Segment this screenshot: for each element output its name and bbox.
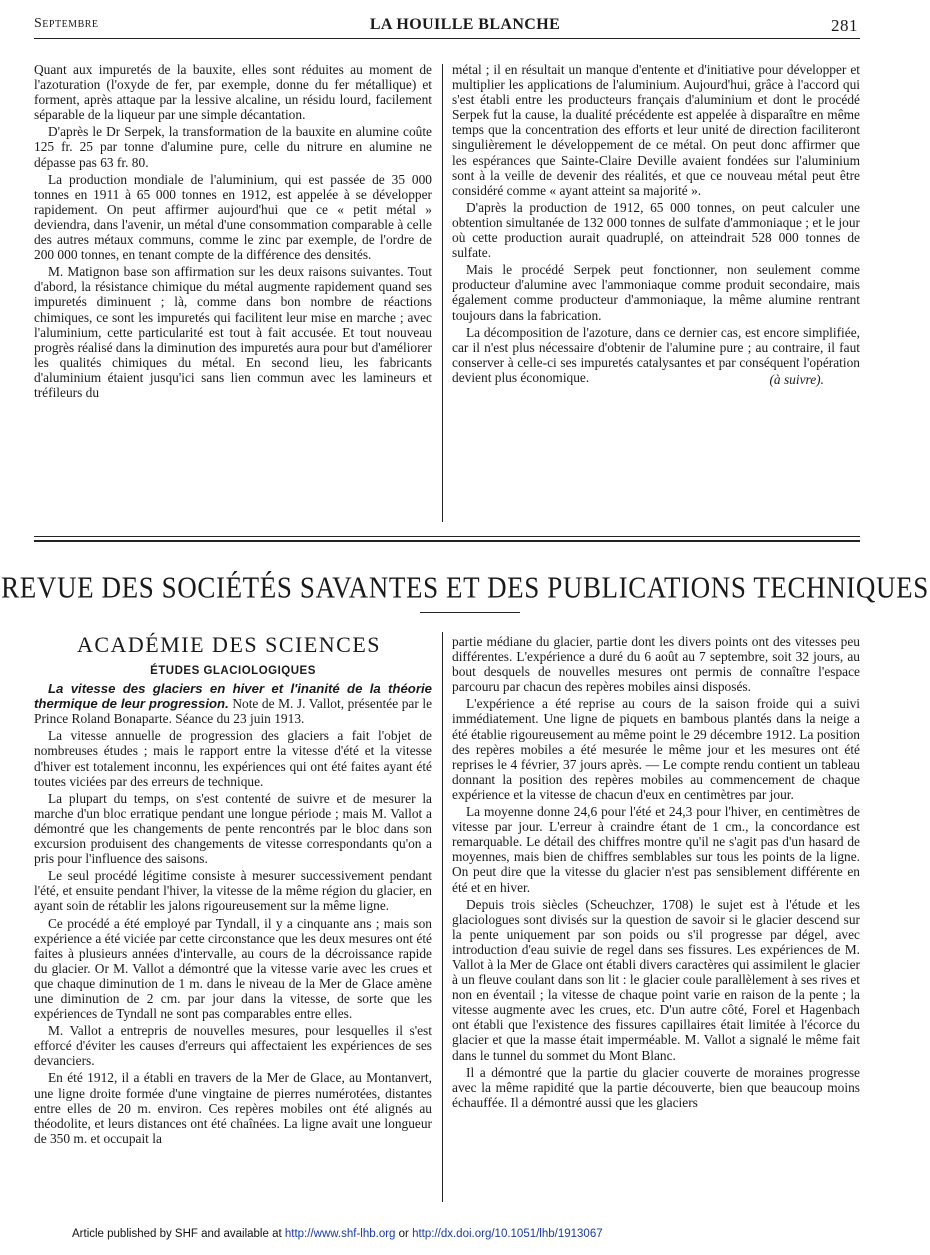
paragraph: D'après la production de 1912, 65 000 tonnes, on peut calculer une obtention simultanée de 132 000 tonnes de sulfate d'ammoniaque ; et le jour où cette production aurait quadruplé, on atteindrait 528 000 tonnes de sulfate.: [452, 199, 860, 261]
section-title: REVUE DES SOCIÉTÉS SAVANTES ET DES PUBLICATIONS TECHNIQUES: [1, 569, 929, 605]
top-right-column: [452, 62, 860, 389]
column-divider: [442, 632, 443, 1202]
paragraph: La vitesse annuelle de progression des glaciers a fait l'objet de nombreuses études ; mais le rapport entre la vitesse d'été et la vitesse d'hiver est totalement inconnu, les expériences qui ont été faites ayant été toutes viciées par des erreurs de technique.: [34, 728, 432, 789]
article-note: Note de M. J. Vallot, présentée par le Prince Roland Bonaparte. Séance du 23 juin 1913.: [34, 696, 433, 727]
doi-link[interactable]: http://dx.doi.org/10.1051/lhb/1913067: [412, 1228, 603, 1240]
paragraph: La moyenne donne 24,6 pour l'été et 24,3 pour l'hiver, en centimètres de vitesse par jour. L'erreur à craindre étant de 1 cm., la concordance est remarquable. Le détail des chiffres montre qu'il ne s'agit pas d'un hasard de moyennes, mais bien de chiffres semblables sur tous les points de la ligne. On peut dire que la vitesse du glacier n'est pas sensiblement différente en été et en hiver.: [452, 804, 860, 895]
paragraph: Il a démontré que la partie du glacier couverte de moraines progresse avec la même rapidité que la partie découverte, bien que beaucoup moins échauffée. Il a démontré aussi que les glaciers: [452, 1064, 860, 1110]
paragraph: Ce procédé a été employé par Tyndall, il y a cinquante ans ; mais son expérience a été viciée par cette circonstance que les deux mesures ont été faites à plusieurs années d'intervalle, au cours de la décroissance rapide du glacier. Or M. Vallot a démontré que la vitesse varie avec les crues et que chaque diminution de 1 m. dans le niveau de la Mer de Glace amène une diminution de 2 cm. par jour dans la vitesse, de sorte que les expériences de Tyndall ne sont pas comparables entre elles.: [34, 915, 432, 1022]
subsection-heading: ÉTUDES GLACIOLOGIQUES: [150, 665, 316, 677]
paragraph: Depuis trois siècles (Scheuchzer, 1708) le sujet est à l'étude et les glaciologues sont divisés sur la question de savoir si le glacier descend sur la pente uniquement par son poids ou s'il progresse par dégel, avec introduction d'eau suivie de regel dans ses fissures. Les expériences de M. Vallot à la Mer de Glace ont établi divers caractères qui assimilent le glacier à un fleuve coulant dans son lit : le glacier coule parallèlement à ses rives et non en éventail ; la vitesse de chaque point varie en raison de la pente ; la vitesse augmente avec les crues, etc. D'un autre côté, Forel et Hagenbach ont établi que l'existence des fissures capillaires était limitée à l'écorce du glacier et que la masse était imperméable. M. Vallot a signalé le même fait dans le tunnel du sommet du Mont Blanc.: [452, 896, 860, 1063]
title-underline: [420, 612, 520, 613]
paragraph: métal ; il en résultait un manque d'entente et d'initiative pour développer et multiplier les applications de l'aluminium. Aujourd'hui, grâce à l'accord qui s'est établi entre les producteurs français d'aluminium et dont le procédé Serpek fut la cause, la dualité précédente est appelée à disparaître en même temps que la concentration des efforts et leur unité de direction faciliteront singulièrement le développement de ce métal. On peut donc affirmer que les espérances que Sainte-Claire Deville avaient fondées sur l'aluminium sont à la veille de devenir des réalités, et que ce nouveau métal peut être considéré comme « ayant atteint sa majorité ».: [452, 62, 860, 198]
article-heading: [34, 681, 432, 726]
bottom-right-column: [452, 634, 860, 1112]
academie-heading: ACADÉMIE DES SCIENCES: [76, 632, 382, 657]
paragraph: La production mondiale de l'aluminium, qui est passée de 35 000 tonnes en 1911 à 65 000 tonnes en 1912, est appelée à se développer rapidement. On peut affirmer aujourd'hui que ce « petit métal » deviendra, dans l'avenir, un métal d'une consommation comparable à celle des autres métaux communs, comme le zinc par exemple, de l'ordre de 200 000 tonnes, en tenant compte de la différence des densités.: [34, 171, 432, 263]
running-header-month: Septembre: [34, 16, 99, 31]
paragraph: Mais le procédé Serpek peut fonctionner, non seulement comme producteur d'alumine avec l'ammoniaque comme produit secondaire, mais également comme producteur d'ammoniaque, la même alumine rentrant toujours dans la fabrication.: [452, 262, 860, 323]
header-rule: [34, 38, 860, 39]
article-title: La vitesse des glaciers en hiver et l'inanité de la théorie thermique de leur progression.: [34, 681, 432, 712]
footer-citation: [72, 1228, 603, 1240]
paragraph: En été 1912, il a établi en travers de la Mer de Glace, au Montanvert, une ligne droite formée d'une vingtaine de pierres numérotées, distantes entre elles de 20 m. environ. Ces repères mobiles ont été alignés au théodolite, et leurs distances ont été chaînées. La ligne avait une longueur de 350 m. et occupait la: [34, 1070, 432, 1146]
paragraph: Quant aux impuretés de la bauxite, elles sont réduites au moment de l'azoturation (l'oxyde de fer, par exemple, donne du fer métallique) et forment, après attaque par la lessive alcaline, un résidu lourd, facilement séparable de la liqueur par une simple décantation.: [34, 62, 432, 123]
section-rule-top: [34, 536, 860, 537]
top-left-column: [34, 62, 432, 402]
paragraph: M. Vallot a entrepris de nouvelles mesures, pour lesquelles il s'est efforcé d'éviter les causes d'erreurs qui affectaient les expériences de ses devanciers.: [34, 1023, 432, 1069]
paragraph: La plupart du temps, on s'est contenté de suivre et de mesurer la marche d'un bloc erratique pendant une longue période ; mais M. Vallot a démontré que les changements de pente rencontrés par le bloc dans son excursion produisent des changements de vitesse correspondants qu'on a pris pour l'influence des saisons.: [34, 790, 432, 867]
paragraph: partie médiane du glacier, partie dont les divers points ont des vitesses peu différentes. L'expérience a duré du 6 août au 7 septembre, soit 32 jours, au bout desquels de nouvelles mesures ont permis de connaître l'espace parcouru par chacun des repères mobiles ainsi disposés.: [452, 634, 860, 695]
paragraph: L'expérience a été reprise au cours de la saison froide qui a suivi immédiatement. Une ligne de piquets en bambous plantés dans la neige a été établie rigoureusement au même point le 29 décembre 1912. La position des repères mobiles a été mesurée le même jour et les mesures ont été reprises le 4 février, 37 jours après. — Le compte rendu contient un tableau donnant la position des repères mobiles au commencement de chaque expérience et la vitesse de chacun d'eux en centimètres par jour.: [452, 696, 860, 802]
paragraph: Le seul procédé légitime consiste à mesurer successivement pendant l'été, et ensuite pendant l'hiver, la vitesse de la même région du glacier, en ayant soin de rétablir les jalons rigoureusement sur la même ligne.: [34, 868, 432, 914]
footer-middle: or: [395, 1228, 413, 1240]
shf-link[interactable]: http://www.shf-lhb.org: [284, 1228, 396, 1240]
continued-note: (à suivre).: [769, 371, 824, 387]
column-divider: [442, 64, 443, 522]
page-number: 281: [831, 16, 858, 35]
paragraph: La décomposition de l'azoture, dans ce dernier cas, est encore simplifiée, car il n'est plus nécessaire d'obtenir de l'alumine pure ; au contraire, il faut conserver à celle-ci ses impuretés catalysantes et par conséquent l'opération devient plus économique.: [452, 324, 860, 385]
bottom-left-column: [34, 664, 432, 1148]
footer-prefix: Article published by SHF and available at: [72, 1228, 285, 1240]
paragraph: M. Matignon base son affirmation sur les deux raisons suivantes. Tout d'abord, la résistance chimique du métal augmente rapidement quand ses impuretés diminuent ; là, comme dans bon nombre de réactions chimiques, ce sont les impuretés qui facilitent leur mise en marche ; avec l'aluminium, cette particularité est tout à fait accusée. Et tout nouveau progrès réalisé dans la diminution des impuretés aura pour but d'améliorer les qualités chimiques du métal. En second lieu, les fabricants d'aluminium étaient jusqu'ici sans lien commun avec les lamineurs et tréfileurs du: [34, 264, 432, 400]
journal-title: LA HOUILLE BLANCHE: [369, 16, 561, 33]
section-rule-bottom: [34, 540, 860, 542]
paragraph: D'après le Dr Serpek, la transformation de la bauxite en alumine coûte 125 fr. 25 par tonne d'alumine pure, celle du nitrure en alumine ne dépasse pas 63 fr. 80.: [34, 124, 432, 170]
